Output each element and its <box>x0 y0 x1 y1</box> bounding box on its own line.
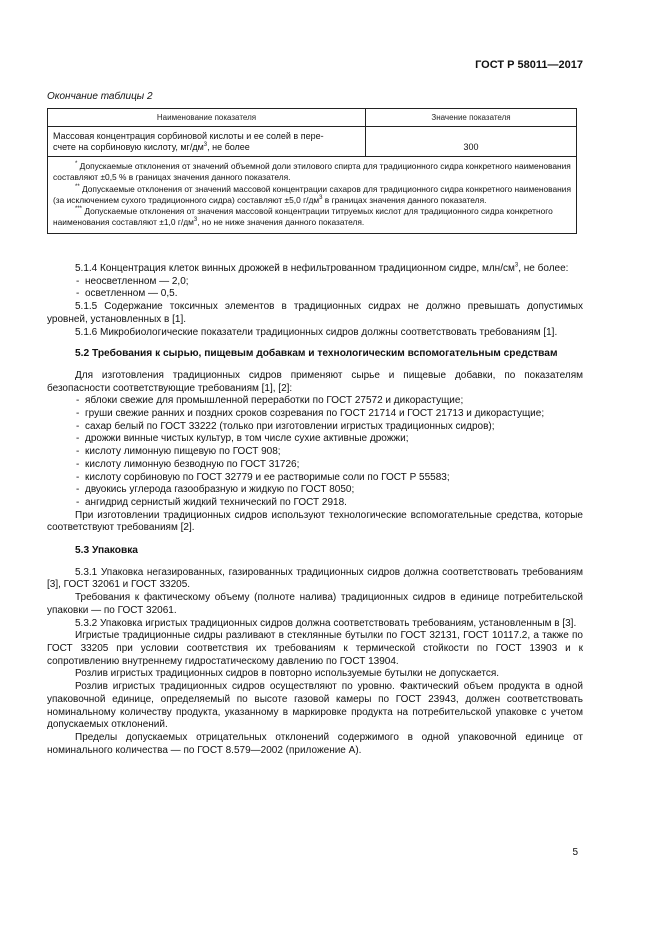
note-text-b: , но не ниже значения данного показателя. <box>197 217 365 228</box>
list-item <box>47 497 583 510</box>
table-note <box>53 161 571 184</box>
list-item-text: кислоту сорбиновую по ГОСТ 32779 и ее растворимые соли по ГОСТ Р 55583; <box>85 471 450 483</box>
table-note <box>53 184 571 207</box>
paragraph-5-3-2-e: Пределы допускаемых отрицательных отклонений содержимого в одной упаковочной единице от номинального количества — по ГОСТ 8.579—2002 (приложение А). <box>47 731 583 756</box>
table-notes-row <box>48 157 577 234</box>
note-text-b: в границах значения данного показателя. <box>322 194 487 205</box>
paragraph-5-2-intro: Для изготовления традиционных сидров применяют сырье и пищевые добавки, по показателям безопасности соответствующие требованиям [1], [2]: <box>47 369 583 394</box>
paragraph-5-3-2-b: Игристые традиционные сидры разливают в стеклянные бутылки по ГОСТ 32131, ГОСТ 10117.2, а также по ГОСТ 33205 при условии соответствия их требованиям к термической стойкости по ГОСТ 13903 и к сопротивлению внутреннему гидростатическому давлению по ГОСТ 13904. <box>47 630 583 667</box>
list-item-text: двуокись углерода газообразную и жидкую по ГОСТ 8050; <box>85 484 355 496</box>
list-item-text: неосветленном — 2,0; <box>85 275 189 287</box>
list-item-text: осветленном — 0,5. <box>85 288 178 300</box>
paragraph-5-1-4-sup: 3 <box>514 262 519 269</box>
paragraph-5-2-end: При изготовлении традиционных сидров используют технологические вспомогательные средства, которые соответствуют требованиям [2]. <box>47 509 583 534</box>
row-name-line1: Массовая концентрация сорбиновой кислоты и ее солей в пере- <box>53 131 324 141</box>
list-item-text: кислоту лимонную пищевую по ГОСТ 908; <box>85 446 281 458</box>
paragraph-5-3-1-b: Требования к фактическому объему (полноте налива) традиционных сидров в единице потребительской упаковки — по ГОСТ 32061. <box>47 592 583 616</box>
row-name-line2: счете на сорбиновую кислоту, мг/дм <box>53 142 204 152</box>
table-row <box>48 127 577 157</box>
document-id-header: ГОСТ Р 58011—2017 <box>475 59 583 71</box>
paragraph-5-3-1: 5.3.1 Упаковка негазированных, газированных традиционных сидров должна соответствовать требованиям [3], ГОСТ 32061 и ГОСТ 33205. <box>47 566 583 591</box>
list-item-text: яблоки свежие для промышленной переработки по ГОСТ 27572 и дикорастущие; <box>85 395 464 407</box>
paragraph-5-1-4-text: 5.1.4 Концентрация клеток винных дрожжей в нефильтрованном традиционном сидре, млн/см <box>75 263 515 274</box>
raw-materials-list <box>47 395 583 509</box>
paragraph-5-3-2-c: Розлив игристых традиционных сидров в повторно используемые бутылки не допускается. <box>75 668 500 680</box>
note-mark: * <box>75 161 78 168</box>
note-sup: 3 <box>193 217 198 224</box>
table-header-row <box>48 109 577 127</box>
list-item <box>47 472 583 485</box>
note-text-a: Допускаемые отклонения от значений массовой концентрации сахаров для традиционного сидра конкретного наименования (за исключением сухого традиционного сидра) составляют ±5,0 г/дм <box>53 183 571 205</box>
page-number: 5 <box>572 847 578 858</box>
list-item <box>47 446 583 459</box>
list-item <box>47 459 583 472</box>
column-header-name: Наименование показателя <box>48 109 366 127</box>
list-item <box>47 484 583 497</box>
note-text: Допускаемые отклонения от значений объемной доли этилового спирта для традиционного сидра конкретного наименования составляют ±0,5 % в границах значения данного показателя. <box>53 161 571 183</box>
note-sup: 3 <box>319 195 323 202</box>
paragraph-5-1-5: 5.1.5 Содержание токсичных элементов в традиционных сидрах не должно превышать допустимых уровней, установленных в [1]. <box>47 301 583 325</box>
row-name-cell <box>48 127 366 157</box>
indicators-table <box>47 108 577 234</box>
list-item-text: груши свежие ранних и поздних сроков созревания по ГОСТ 21714 и ГОСТ 21713 и дикорастущие; <box>85 408 545 420</box>
list-item-text: ангидрид сернистый жидкий технический по ГОСТ 2918. <box>85 496 347 508</box>
yeast-limits-list <box>47 276 583 301</box>
list-item <box>47 433 583 446</box>
paragraph-5-1-4 <box>47 263 583 276</box>
paragraph-5-1-6: 5.1.6 Микробиологические показатели традиционных сидров должны соответствовать требованиям [1]. <box>75 326 558 338</box>
note-mark: ** <box>75 183 80 190</box>
row-name-sup: 3 <box>203 142 208 148</box>
row-value-cell: 300 <box>366 127 577 157</box>
list-item-text: сахар белый по ГОСТ 33222 (только при изготовлении игристых традиционных сидров); <box>85 420 495 432</box>
column-header-value: Значение показателя <box>366 109 577 127</box>
paragraph-5-1-4-tail: , не более: <box>518 263 569 274</box>
list-item <box>47 276 583 289</box>
document-body <box>47 263 583 757</box>
paragraph-5-3-2-d: Розлив игристых традиционных сидров осуществляют по уровню. Фактический объем продукта в одной упаковочной единице, определяемый по высоте газовой камеры по ГОСТ 23943, должен соответствовать номинальному количеству продукта, указанному в маркировке продукта на потребительской упаковке с учетом допускаемых отклонений. <box>47 681 583 731</box>
section-heading-5-3: 5.3 Упаковка <box>75 545 138 557</box>
note-text-a: Допускаемые отклонения от значения массовой концентрации титруемых кислот для традиционного сидра конкретного наименования составляют ±1,0 г/дм <box>53 206 553 228</box>
row-name-tail: , не более <box>207 142 250 152</box>
list-item <box>47 421 583 434</box>
note-mark: *** <box>75 206 83 213</box>
section-heading-5-2: 5.2 Требования к сырью, пищевым добавкам и технологическим вспомогательным средствам <box>75 348 558 360</box>
list-item-text: дрожжи винные чистых культур, в том числе сухие активные дрожжи; <box>85 433 409 445</box>
table-note <box>53 206 571 229</box>
table-notes-cell <box>48 157 577 234</box>
list-item-text: кислоту лимонную безводную по ГОСТ 31726; <box>85 458 300 470</box>
list-item <box>47 288 583 301</box>
paragraph-5-3-2: 5.3.2 Упаковка игристых традиционных сидров должна соответствовать требованиям, установленным в [3]. <box>75 617 577 629</box>
list-item <box>47 408 583 421</box>
table-caption: Окончание таблицы 2 <box>47 91 153 102</box>
list-item <box>47 395 583 408</box>
